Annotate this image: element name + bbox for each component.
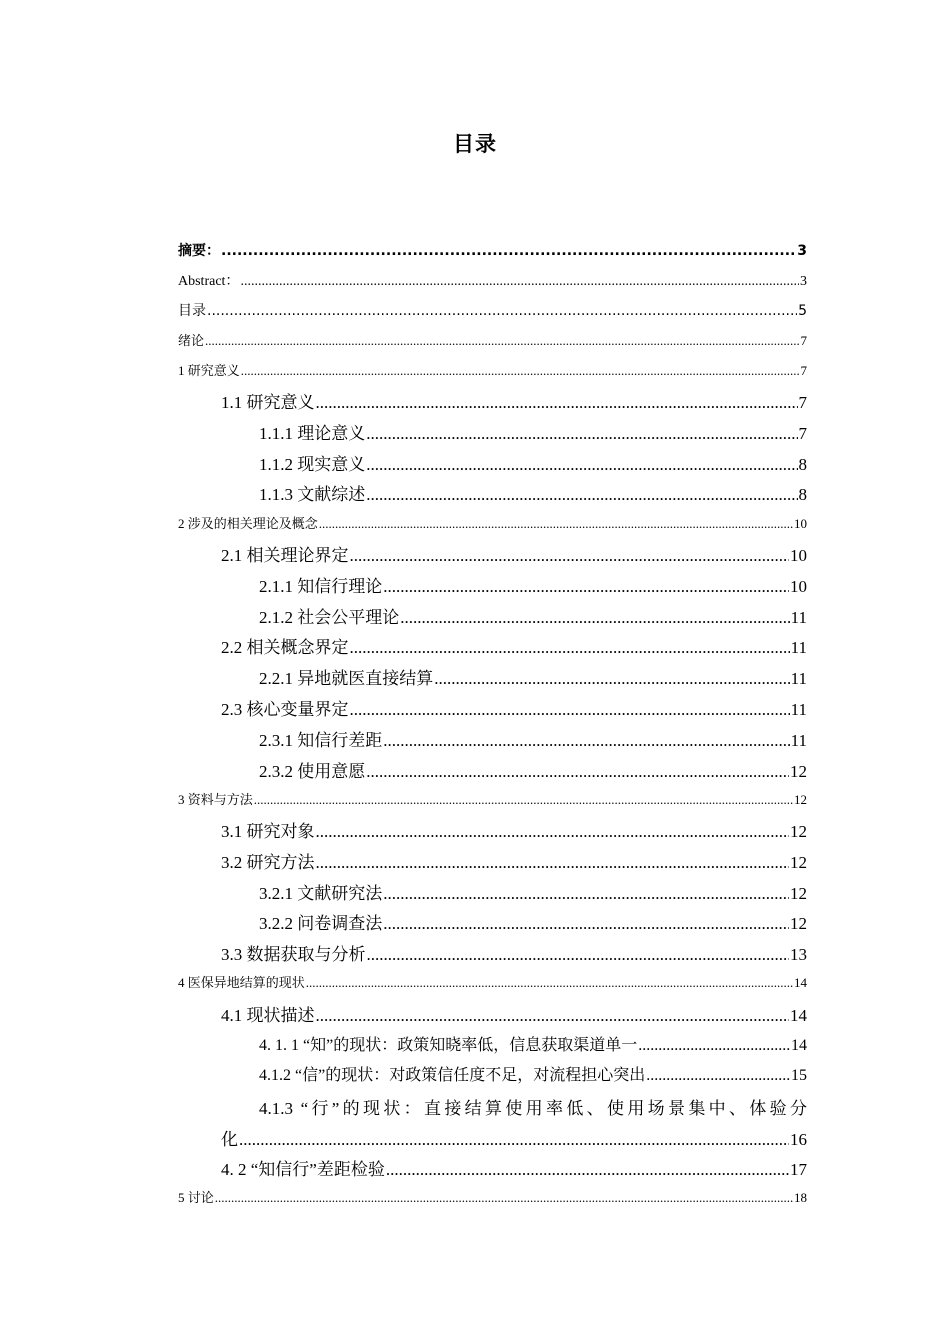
toc-leader [316,853,790,873]
toc-entry-chapter-3[interactable] [178,789,807,808]
toc-entry-abstract-en[interactable] [178,270,807,290]
toc-entry-text: 2.2.1 异地就医直接结算 [259,669,434,688]
toc-entry-page: 12 [794,792,807,807]
toc-entry-3-2-2[interactable] [259,909,807,934]
toc-entry-page: 14 [790,1006,807,1025]
toc-leader [638,1037,790,1055]
toc-leader [205,333,799,349]
toc-entry-chapter-5[interactable] [178,1187,807,1206]
toc-entry-text: 1.1.3 文献综述 [259,485,366,504]
toc-entry-3-2[interactable] [221,848,807,873]
toc-entry-1-1-3[interactable] [259,480,807,505]
toc-entry-text: 2.1 相关理论界定 [221,546,349,565]
toc-leader [221,243,796,259]
toc-entry-text: 3.2.1 文献研究法 [259,884,383,903]
toc-entry-2-1-2[interactable] [259,603,807,628]
toc-entry-page: 10 [790,546,807,565]
toc-entry-text: 化 [221,1130,238,1149]
toc-entry-2-1-1[interactable] [259,572,807,597]
toc-leader [215,1190,793,1206]
toc-entry-text: 3 资料与方法 [178,792,253,807]
toc-leader [306,975,793,991]
toc-entry-1-1-2[interactable] [259,450,807,475]
toc-entry-chapter-4[interactable] [178,972,807,991]
toc-entry-page: 3 [797,243,807,259]
toc-entry-page: 11 [790,669,807,688]
toc-entry-text: 4. 1. 1 “知”的现状：政策知晓率低，信息获取渠道单一 [259,1037,638,1054]
toc-entry-abstract-cn[interactable] [178,240,807,260]
toc-leader [383,914,789,934]
toc-entry-text: 2.2 相关概念界定 [221,638,349,657]
toc-entry-2-3-2[interactable] [259,757,807,782]
toc-entry-page: 8 [798,455,807,474]
toc-leader [350,546,790,566]
toc-entry-page: 11 [790,638,807,657]
toc-leader [239,1130,789,1150]
toc-entry-text: 1.1.2 现实意义 [259,455,366,474]
toc-entry-page: 18 [794,1190,807,1205]
toc-entry-2-2-1[interactable] [259,664,807,689]
toc-entry-page: 7 [798,424,807,443]
toc-entry-2-3-1[interactable] [259,726,807,751]
toc-entry-text: 3.2.2 问卷调查法 [259,914,383,933]
toc-entry-page: 16 [790,1130,807,1149]
toc-entry-page: 15 [791,1067,807,1084]
toc-entry-3-1[interactable] [221,817,807,842]
toc-entry-page: 11 [790,731,807,750]
toc-entry-page: 7 [800,333,807,348]
toc-entry-text: 2.1.1 知信行理论 [259,577,383,596]
toc-entry-page: 14 [791,1037,807,1054]
toc-entry-4-1-1[interactable] [259,1032,807,1055]
toc-entry-text: 2.3 核心变量界定 [221,700,349,719]
toc-leader [434,669,789,689]
toc-entry-3-3[interactable] [221,940,807,965]
toc-leader [383,731,789,751]
toc-entry-page: 12 [790,914,807,933]
toc-entry-chapter-1[interactable] [178,360,807,379]
toc-leader [240,274,799,290]
toc-leader [383,577,789,597]
toc-entry-page: 11 [790,608,807,627]
toc-entry-4-2[interactable] [221,1155,807,1180]
toc-entry-page: 12 [790,853,807,872]
toc-entry-2-3[interactable] [221,695,807,720]
toc-leader [316,1006,790,1026]
toc-entry-page: 5 [798,303,807,319]
toc-entry-page: 11 [790,700,807,719]
toc-entry-text: 2 涉及的相关理论及概念 [178,516,318,531]
toc-leader [319,516,793,532]
toc-entry-text: 4.1.2 “信”的现状：对政策信任度不足，对流程担心突出 [259,1067,646,1084]
toc-entry-4-1-3-continued[interactable] [221,1125,807,1150]
toc-leader [386,1160,789,1180]
toc-entry-page: 3 [800,274,807,289]
toc-leader [383,884,789,904]
toc-entry-text: 2.3.1 知信行差距 [259,731,383,750]
toc-leader [366,455,797,475]
toc-leader [350,700,790,720]
toc-entry-text: 1 研究意义 [178,363,240,378]
toc-entry-text: Abstract： [178,274,240,289]
toc-entry-4-1-2[interactable] [259,1062,807,1085]
toc-entry-page: 7 [798,393,807,412]
toc-entry-1-1[interactable] [221,388,807,413]
toc-entry-text: 绪论 [178,333,205,348]
toc-entry-page: 12 [790,822,807,841]
toc-entry-page: 12 [790,762,807,781]
toc-leader [316,393,798,413]
toc-entry-2-2[interactable] [221,633,807,658]
toc-entry-text: 2.1.2 社会公平理论 [259,608,400,627]
toc-entry-text: 4 医保异地结算的现状 [178,975,305,990]
toc-entry-1-1-1[interactable] [259,419,807,444]
toc-entry-page: 14 [794,975,807,990]
toc-entry-text: 3.2 研究方法 [221,853,315,872]
toc-leader [350,638,790,658]
toc-entry-4-1[interactable] [221,1001,807,1026]
toc-entry-4-1-3[interactable]: 4.1.3 “行”的现状：直接结算使用率低、使用场景集中、体验分 [259,1099,807,1118]
toc-leader [366,762,789,782]
toc-entry-text: 摘要： [178,243,220,259]
toc-entry-text: 1.1 研究意义 [221,393,315,412]
toc-entry-3-2-1[interactable] [259,879,807,904]
toc-entry-page: 13 [790,945,807,964]
page-title: 目录 [453,132,497,156]
toc-entry-page: 7 [800,363,807,378]
toc-entry-text: 2.3.2 使用意愿 [259,762,366,781]
toc-entry-text: 4. 2 “知信行”差距检验 [221,1160,385,1179]
toc-entry-text: 3.3 数据获取与分析 [221,945,366,964]
toc-entry-page: 10 [794,516,807,531]
toc-leader [316,822,790,842]
toc-entry-contents[interactable] [178,300,807,320]
toc-leader [254,792,793,808]
toc-entry-text: 5 讨论 [178,1190,214,1205]
toc-entry-chapter-2[interactable] [178,513,807,532]
toc-entry-page: 17 [790,1160,807,1179]
toc-entry-text: 1.1.1 理论意义 [259,424,366,443]
toc-entry-page: 12 [790,884,807,903]
toc-leader [646,1067,790,1085]
toc-entry-page: 8 [798,485,807,504]
toc-leader [400,608,789,628]
toc-entry-text: 3.1 研究对象 [221,822,315,841]
toc-entry-page: 10 [790,577,807,596]
toc-leader [366,424,797,444]
toc-leader [207,303,797,319]
toc-entry-2-1[interactable] [221,541,807,566]
toc-leader [367,945,790,965]
toc-entry-text: 目录 [178,303,206,319]
toc-leader [366,485,797,505]
toc-entry-introduction[interactable] [178,330,807,349]
toc-leader [241,363,800,379]
toc-entry-text: 4.1 现状描述 [221,1006,315,1025]
